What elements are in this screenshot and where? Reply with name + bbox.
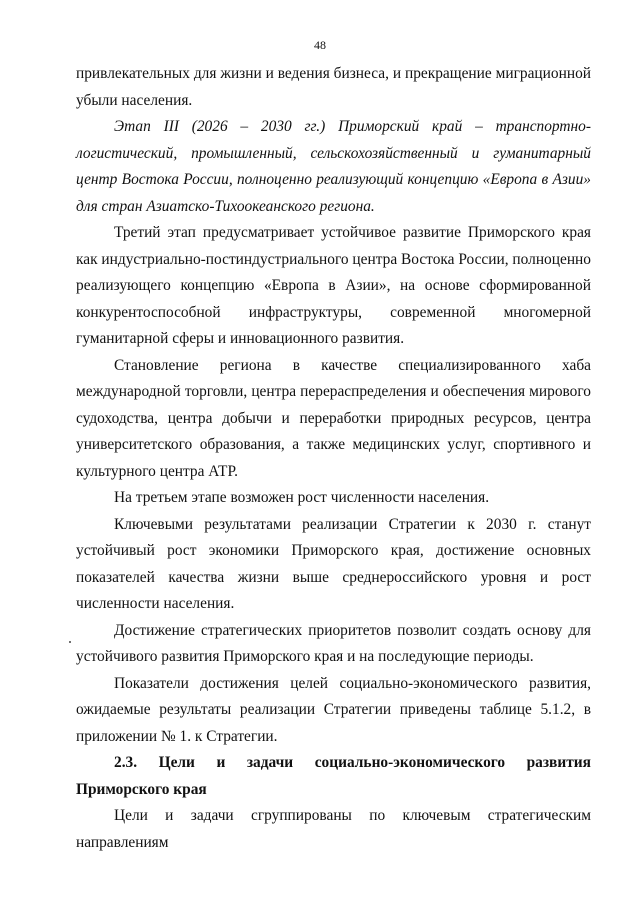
paragraph-strategic-priorities: Достижение стратегических приоритетов позволит создать основу для устойчивого развития Приморского края и на последующие периоды.	[76, 621, 591, 665]
body-text	[76, 61, 591, 750]
body-text-continued	[76, 803, 591, 856]
paragraph-stage-three-description: Третий этап предусматривает устойчивое развитие Приморского края как индустриально-постиндустриального центра Востока России, полноценно реализующего концепцию «Европа в Азии», на основе сформированной конкурентоспособной инфраструктуры, современной многомерной гуманитарной сферы и инновационного развития.	[76, 224, 591, 347]
page-number: 48	[314, 38, 326, 52]
section-heading: 2.3. Цели и задачи социально-экономического развития Приморского края	[76, 754, 591, 798]
paragraph-population-growth: На третьем этапе возможен рост численности населения.	[114, 489, 490, 506]
paragraph-stage-three-title: Этап III (2026 – 2030 гг.) Приморский край – транспортно-логистический, промышленный, сельскохозяйственный и гуманитарный центр Востока России, полноценно реализующий концепцию «Европа в Азии» для стран Азиатско-Тихоокеанского региона.	[76, 118, 591, 215]
paragraph-goals-grouped: Цели и задачи сгруппированы по ключевым стратегическим направлениям	[76, 807, 591, 851]
paragraph-continuation: привлекательных для жизни и ведения бизнеса, и прекращение миграционной убыли населения.	[76, 65, 591, 109]
scan-speck	[69, 641, 71, 643]
paragraph-indicators: Показатели достижения целей социально-экономического развития, ожидаемые результаты реализации Стратегии приведены таблице 5.1.2, в приложении № 1. к Стратегии.	[76, 674, 591, 745]
paragraph-key-results: Ключевыми результатами реализации Стратегии к 2030 г. станут устойчивый рост экономики Приморского края, достижение основных показателей качества жизни выше среднероссийского уровня и рост численности населения.	[76, 515, 591, 612]
paragraph-region-formation: Становление региона в качестве специализированного хаба международной торговли, центра перераспределения и обеспечения мирового судоходства, центра добычи и переработки природных ресурсов, центра университетского образования, а также медицинских услуг, спортивного и культурного центра АТР.	[76, 356, 591, 480]
